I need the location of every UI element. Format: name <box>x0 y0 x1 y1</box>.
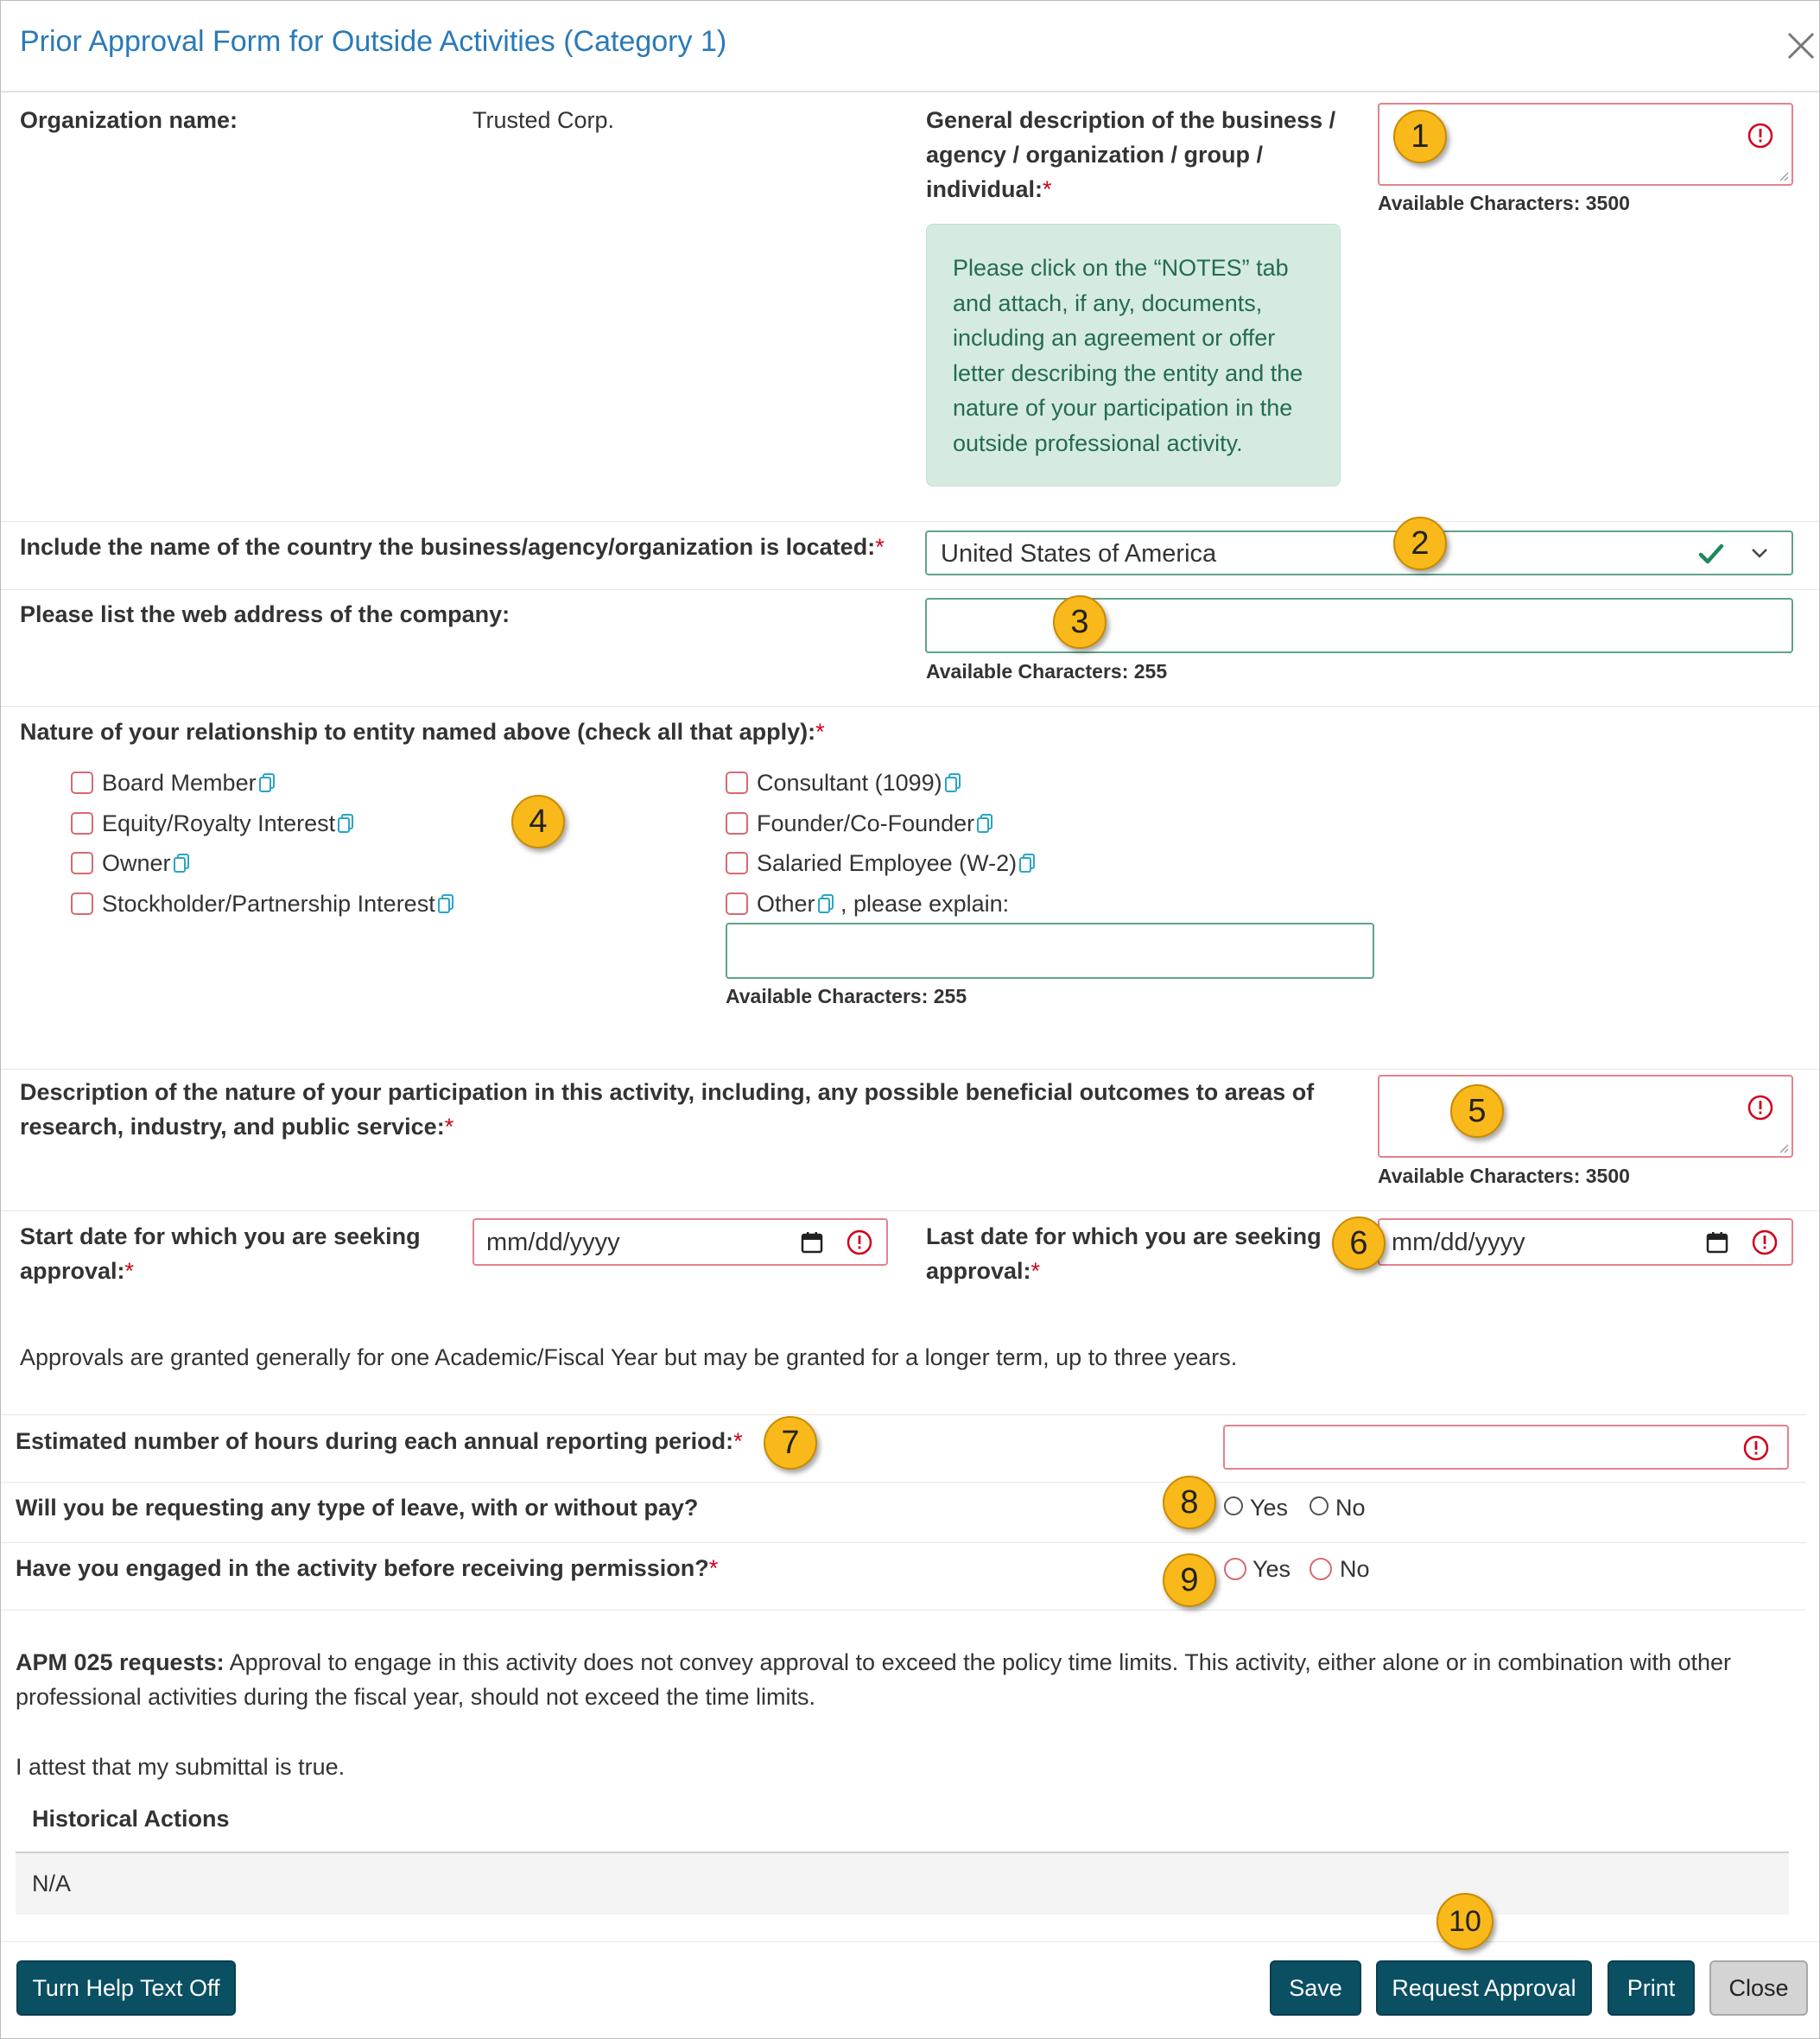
checkbox-label: Equity/Royalty Interest <box>102 809 354 838</box>
callout-badge: 10 <box>1436 1893 1493 1950</box>
historical-actions-table <box>16 1852 1789 1915</box>
dialog-title: Prior Approval Form for Outside Activities (Category 1) <box>20 25 727 58</box>
other-explain-available: Available Characters: 255 <box>726 985 967 1007</box>
request-approval-button[interactable]: Request Approval <box>1376 1960 1592 2016</box>
organization-value: Trusted Corp. <box>472 107 615 133</box>
checkbox-stockholder[interactable] <box>71 892 93 915</box>
start-date-placeholder: mm/dd/yyyy <box>486 1229 620 1256</box>
engaged-yes-radio[interactable] <box>1224 1558 1246 1580</box>
notes-help-box: Please click on the “NOTES” tab and attach, if any, documents, including an agreement or offer letter describing the entity and the nature of your participation in the outside professional activity. <box>926 224 1341 486</box>
historical-actions-value: N/A <box>32 1871 72 1896</box>
callout-badge: 5 <box>1450 1084 1504 1138</box>
help-copy-icon[interactable] <box>1018 854 1036 874</box>
calendar-icon[interactable] <box>1706 1231 1728 1254</box>
attest-statement: I attest that my submittal is true. <box>16 1754 346 1780</box>
country-select[interactable] <box>925 530 1793 575</box>
resize-handle-icon[interactable] <box>1779 1143 1789 1153</box>
checkbox-label: Salaried Employee (W-2) <box>757 848 1036 878</box>
country-select-value: United States of America <box>941 540 1217 568</box>
close-icon[interactable] <box>1785 30 1817 61</box>
last-date-placeholder: mm/dd/yyyy <box>1392 1229 1525 1256</box>
help-copy-icon[interactable] <box>437 894 454 915</box>
apm-notice: APM 025 requests: Approval to engage in this activity does not convey approval to exceed the policy time limits. This activity, either alone or in combination with other professional activities during the fiscal year, should not exceed the time limits. <box>16 1649 1732 1710</box>
last-date-label: Last date for which you are seeking approval:* <box>926 1223 1322 1284</box>
help-copy-icon[interactable] <box>817 894 834 915</box>
help-copy-icon[interactable] <box>258 773 276 794</box>
other-explain-input[interactable] <box>726 923 1374 979</box>
leave-label: Will you be requesting any type of leave, with or without pay? <box>16 1495 699 1521</box>
leave-no-label: No <box>1335 1495 1366 1521</box>
resize-handle-icon[interactable] <box>1779 171 1789 181</box>
participation-label: Description of the nature of your participation in this activity, including, any possible beneficial outcomes to areas of research, industry, and public service:* <box>20 1079 1315 1140</box>
leave-yes-label: Yes <box>1250 1495 1289 1521</box>
checkbox-salaried-employee[interactable] <box>726 852 748 874</box>
callout-badge: 2 <box>1393 517 1447 570</box>
error-icon <box>846 1229 873 1256</box>
leave-no-radio[interactable] <box>1310 1496 1329 1515</box>
checkbox-consultant[interactable] <box>726 772 748 794</box>
engaged-no-radio[interactable] <box>1310 1558 1332 1580</box>
hours-label: Estimated number of hours during each annual reporting period:* <box>16 1428 743 1454</box>
organization-label: Organization name: <box>20 107 238 133</box>
check-icon <box>1698 543 1724 565</box>
general-description-label: General description of the business / agency / organization / group / individual:* <box>926 107 1336 202</box>
historical-actions-title: Historical Actions <box>32 1806 230 1832</box>
approval-note: Approvals are granted generally for one Academic/Fiscal Year but may be granted for a longer term, up to three years. <box>20 1344 1238 1370</box>
participation-available: Available Characters: 3500 <box>1378 1165 1630 1187</box>
general-description-available: Available Characters: 3500 <box>1378 192 1630 214</box>
error-icon <box>1742 1434 1770 1462</box>
checkbox-other[interactable] <box>726 892 748 915</box>
print-button[interactable]: Print <box>1608 1960 1695 2016</box>
callout-badge: 9 <box>1163 1553 1216 1607</box>
callout-badge: 1 <box>1393 110 1447 163</box>
checkbox-label: Other , please explain: <box>757 891 1010 917</box>
hours-input[interactable] <box>1223 1425 1789 1470</box>
engaged-label: Have you engaged in the activity before receiving permission?* <box>16 1555 719 1581</box>
checkbox-label: Founder/Co-Founder <box>757 809 993 838</box>
turn-help-text-off-button[interactable]: Turn Help Text Off <box>16 1960 236 2016</box>
web-address-label: Please list the web address of the company: <box>20 601 510 627</box>
checkbox-owner[interactable] <box>71 852 93 874</box>
relationship-label: Nature of your relationship to entity named above (check all that apply):* <box>20 719 825 745</box>
checkbox-label: Owner <box>102 848 190 878</box>
error-icon <box>1747 1094 1774 1121</box>
country-label: Include the name of the country the business/agency/organization is located:* <box>20 534 885 560</box>
checkbox-label: Stockholder/Partnership Interest <box>102 889 454 918</box>
help-copy-icon[interactable] <box>976 814 993 835</box>
callout-badge: 6 <box>1332 1216 1386 1270</box>
last-date-input[interactable] <box>1378 1218 1793 1266</box>
start-date-label: Start date for which you are seeking approval:* <box>20 1223 421 1284</box>
web-address-available: Available Characters: 255 <box>926 660 1168 683</box>
checkbox-board-member[interactable] <box>71 772 93 794</box>
callout-badge: 7 <box>764 1416 817 1470</box>
close-button[interactable]: Close <box>1709 1960 1808 2016</box>
callout-badge: 4 <box>511 795 565 848</box>
error-icon <box>1747 122 1774 149</box>
help-copy-icon[interactable] <box>944 773 961 794</box>
help-copy-icon[interactable] <box>337 814 354 835</box>
callout-badge: 8 <box>1163 1476 1216 1529</box>
callout-badge: 3 <box>1053 595 1107 649</box>
engaged-yes-label: Yes <box>1252 1556 1291 1582</box>
leave-yes-radio[interactable] <box>1224 1496 1243 1515</box>
checkbox-founder[interactable] <box>726 812 748 835</box>
help-copy-icon[interactable] <box>173 854 190 874</box>
save-button[interactable]: Save <box>1270 1960 1361 2016</box>
error-icon <box>1751 1229 1779 1256</box>
checkbox-label: Consultant (1099) <box>757 768 961 797</box>
start-date-input[interactable] <box>472 1218 888 1266</box>
chevron-down-icon[interactable] <box>1750 546 1769 560</box>
calendar-icon[interactable] <box>801 1231 823 1254</box>
checkbox-equity-royalty[interactable] <box>71 812 93 835</box>
checkbox-label: Board Member <box>102 768 276 797</box>
engaged-no-label: No <box>1340 1556 1370 1582</box>
participation-textarea[interactable] <box>1378 1075 1793 1158</box>
